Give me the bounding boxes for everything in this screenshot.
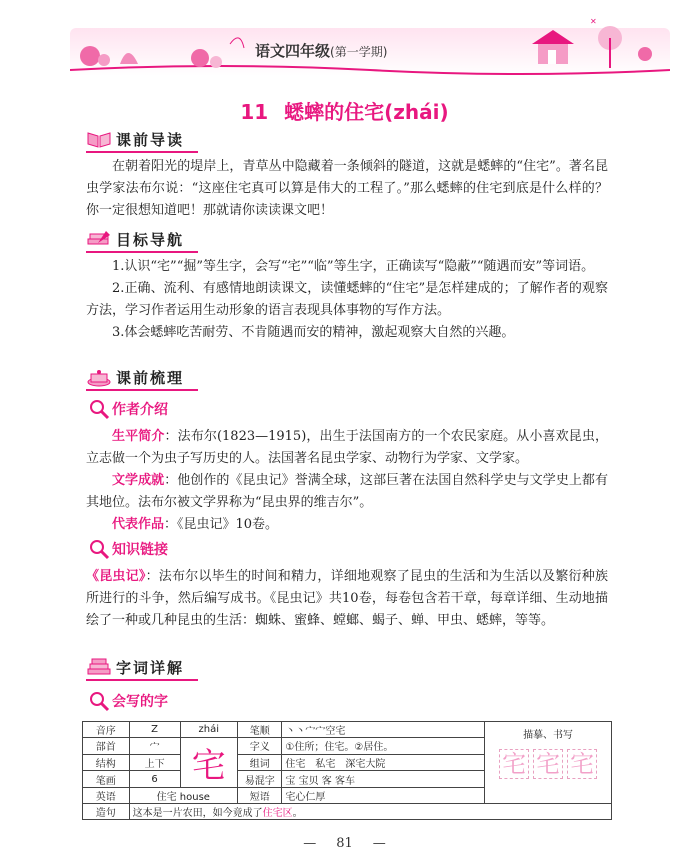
sentence-part: 这本是一片农田，如今竟成了 bbox=[132, 808, 263, 819]
cell-value: 住宅 私宅 深宅大院 bbox=[282, 754, 485, 771]
cell-label: 笔顺 bbox=[237, 722, 281, 738]
cell-value: 丶丶宀宀空宅 bbox=[282, 722, 485, 738]
cell-label: 英语 bbox=[83, 788, 130, 804]
page-number-text: 81 bbox=[336, 836, 353, 851]
cell-label: 笔画 bbox=[83, 771, 130, 788]
cell-value: 6 bbox=[129, 771, 180, 788]
term-text: (第一学期) bbox=[330, 45, 388, 59]
cake-icon bbox=[86, 367, 112, 387]
page-dash: — bbox=[303, 836, 317, 851]
author-achievement bbox=[86, 470, 608, 514]
section-goals-label: 目标导航 bbox=[116, 230, 185, 249]
book-title-text: 语文四年级 bbox=[255, 42, 331, 60]
section-preview-heading bbox=[86, 128, 184, 150]
sentence-highlight: 住宅区 bbox=[262, 808, 293, 819]
cell-label: 字义 bbox=[237, 738, 281, 755]
section-underline bbox=[86, 389, 198, 391]
cell-value: ①住所；住宅。②居住。 bbox=[282, 738, 485, 755]
books-stack-icon bbox=[86, 657, 112, 677]
sentence-part: 。 bbox=[292, 808, 303, 819]
cell-value: Z bbox=[129, 722, 180, 738]
author-life bbox=[86, 426, 608, 470]
svg-text:✕: ✕ bbox=[590, 17, 597, 26]
magnifier-icon bbox=[88, 538, 110, 560]
write-chars-heading-label: 会写的字 bbox=[112, 694, 168, 710]
sentence-cell bbox=[129, 804, 611, 820]
life-label: 生平简介 bbox=[112, 429, 165, 444]
section-goals-heading bbox=[86, 228, 184, 250]
cell-value: 住宅 house bbox=[129, 788, 237, 804]
goal-item: 3.体会蟋蟀吃苦耐劳、不肯随遇而安的精神，激起观察大自然的兴趣。 bbox=[112, 325, 515, 340]
lesson-title bbox=[0, 96, 689, 125]
life-text: ：法布尔(1823—1915)，出生于法国南方的一个农民家庭。从小喜欢昆虫，立志做一个为虫子写历史的人。法国著名昆虫学家、动物行为学家、文学家。 bbox=[86, 429, 608, 466]
knowledge-text: ：法布尔以毕生的时间和精力，详细地观察了昆虫的生活和为生活以及繁衍种族所进行的斗争，然后编写成书。《昆虫记》共10卷，每卷包含若干章，每章详细、生动地描绘了一种或几种昆虫的生活：蜘蛛、蜜蜂、螳螂、蝎子、蝉、甲虫、蟋蟀，等等。 bbox=[86, 569, 608, 628]
preview-text: 在朝着阳光的堤岸上，青草丛中隐藏着一条倾斜的隧道，这就是蟋蟀的“住宅”。著名昆虫学家法布尔说：“这座住宅真可以算是伟大的工程了。”那么蟋蟀的住宅到底是什么样的？你一定很想知道吧！那就请你读读课文吧！ bbox=[86, 159, 608, 218]
table-row bbox=[83, 804, 612, 820]
goal-item: 1.认识“宅”“掘”等生字，会写“宅”“临”等生字，正确读写“隐蔽”“随遇而安”等词语。 bbox=[112, 259, 595, 274]
cell-label: 结构 bbox=[83, 754, 130, 771]
cell-value: 宅心仁厚 bbox=[282, 788, 485, 804]
books-icon bbox=[86, 229, 112, 249]
knowledge-heading bbox=[88, 538, 168, 560]
lesson-number: 11 bbox=[240, 100, 269, 124]
trace-char[interactable]: 宅 bbox=[499, 749, 529, 779]
char-table bbox=[82, 721, 612, 820]
works-label: 代表作品 bbox=[112, 517, 165, 532]
cell-value: 宀 bbox=[129, 738, 180, 755]
achieve-text: ：他创作的《昆虫记》誉满全球，这部巨著在法国自然科学史与文学史上都有其地位。法布尔被文学界称为“昆虫界的维吉尔”。 bbox=[86, 473, 608, 510]
cell-label: 短语 bbox=[237, 788, 281, 804]
trace-cell bbox=[485, 722, 612, 804]
section-words-label: 字词详解 bbox=[116, 658, 185, 677]
table-row bbox=[83, 722, 612, 738]
section-words-heading bbox=[86, 656, 184, 678]
cell-value: 上下 bbox=[129, 754, 180, 771]
big-character: 宅 bbox=[180, 738, 237, 788]
author-heading-label: 作者介绍 bbox=[112, 402, 168, 418]
preview-paragraph bbox=[86, 156, 608, 222]
magnifier-icon bbox=[88, 398, 110, 420]
knowledge-text-block bbox=[86, 566, 608, 632]
knowledge-paragraph bbox=[86, 566, 608, 632]
section-underline bbox=[86, 251, 198, 253]
goal-item: 2.正确、流利、有感情地朗读课文，读懂蟋蟀的“住宅”是怎样建成的；了解作者的观察方法，学习作者运用生动形象的语言表现具体事物的写作方法。 bbox=[86, 281, 608, 318]
cell-label: 部首 bbox=[83, 738, 130, 755]
book-title bbox=[255, 40, 387, 61]
cell-label: 造句 bbox=[83, 804, 130, 820]
trace-label: 描摹、书写 bbox=[523, 730, 574, 741]
works-text: ：《昆虫记》10卷。 bbox=[164, 517, 279, 532]
trace-char[interactable]: 宅 bbox=[533, 749, 563, 779]
lesson-title-text: 蟋蟀的住宅(zhái) bbox=[284, 100, 449, 124]
trace-grid bbox=[488, 749, 608, 779]
author-heading bbox=[88, 398, 168, 420]
write-chars-heading bbox=[88, 690, 168, 712]
cell-value: 宝 宝贝 客 客车 bbox=[282, 771, 485, 788]
page-dash: — bbox=[372, 836, 386, 851]
book-icon bbox=[86, 129, 112, 149]
section-preview-label: 课前导读 bbox=[116, 130, 185, 149]
magnifier-icon bbox=[88, 690, 110, 712]
cell-label: 组词 bbox=[237, 754, 281, 771]
section-underline bbox=[86, 679, 198, 681]
goals-list bbox=[86, 256, 608, 344]
achieve-label: 文学成就 bbox=[112, 473, 165, 488]
author-works bbox=[86, 514, 608, 536]
cell-value: zhái bbox=[180, 722, 237, 738]
author-paragraphs bbox=[86, 426, 608, 536]
book-label: 《昆虫记》 bbox=[86, 569, 146, 584]
section-review-heading bbox=[86, 366, 184, 388]
page-number bbox=[0, 836, 689, 851]
section-underline bbox=[86, 151, 198, 153]
trace-char[interactable]: 宅 bbox=[567, 749, 597, 779]
cell-label: 易混字 bbox=[237, 771, 281, 788]
section-review-label: 课前梳理 bbox=[116, 368, 185, 387]
cell-label: 音序 bbox=[83, 722, 130, 738]
knowledge-heading-label: 知识链接 bbox=[112, 542, 168, 558]
